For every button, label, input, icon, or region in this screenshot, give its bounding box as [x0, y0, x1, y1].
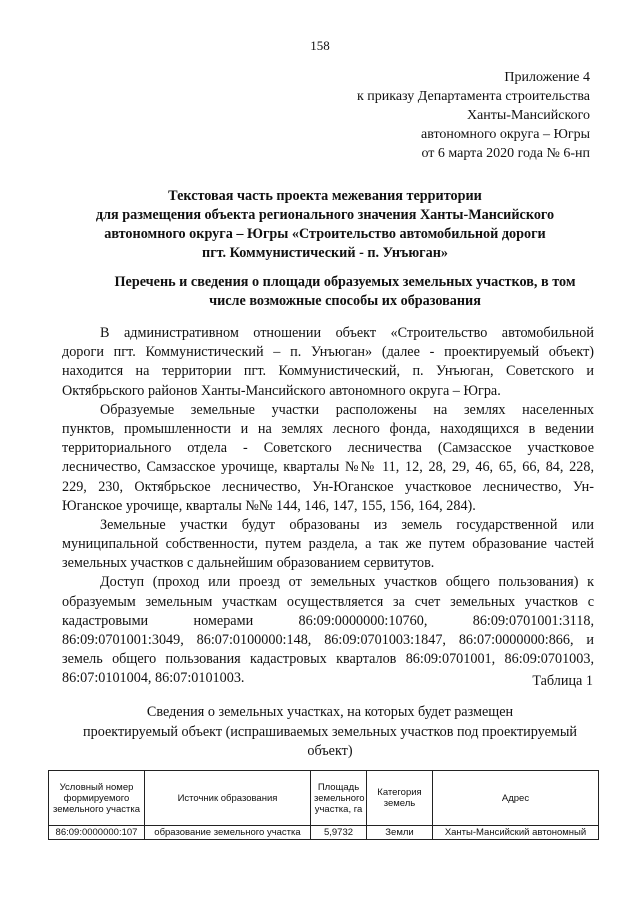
table-heading-line: Сведения о земельных участках, на которых будет размещен — [146, 704, 514, 720]
page-number: 158 — [310, 38, 330, 53]
table-cell: Ханты-Мансийский автономный — [433, 826, 599, 840]
table-cell: образование земельного участка — [145, 826, 311, 840]
paragraph-line: кадастровыми номерами 86:09:0000000:10760, 86:09:0701001:3118, — [62, 612, 594, 629]
appendix-line: к приказу Департамента строительства — [356, 89, 590, 104]
appendix-line: Ханты-Мансийского — [466, 108, 590, 123]
table-cell: Земли — [367, 826, 433, 840]
table-heading — [60, 703, 600, 762]
section-title-line: Перечень и сведения о площади образуемых земельных участков, в том — [114, 274, 576, 290]
column-header: Площадь земельного участка, га — [311, 771, 367, 826]
paragraph-line: пунктов, промышленности и на землях лесного фонда, находящихся в ведении — [62, 420, 594, 437]
appendix-line: Приложение 4 — [504, 70, 590, 85]
paragraph-line: территориального отдела - Советского лесничества (Самзасское участковое — [62, 440, 594, 457]
appendix-block — [290, 68, 590, 163]
paragraph-line: земельных участков с дальнейшим образованием сервитутов. — [62, 555, 435, 572]
paragraph-line: 86:09:0701001:3049, 86:07:0100000:148, 86:09:0701003:1847, 86:07:0000000:866, и — [62, 632, 594, 648]
table-caption: Таблица 1 — [532, 673, 593, 689]
title-line: автономного округа – Югры «Строительство автомобильной дороги — [104, 226, 546, 242]
column-header: Категория земель — [367, 771, 433, 826]
table-heading-line: объект) — [307, 743, 353, 759]
paragraph-line: земель общего пользования кадастровых кварталов 86:09:0701001, 86:09:0701003, — [62, 651, 594, 668]
paragraph-line: находится на территории пгт. Коммунистический, п. Унъюган, Советского и — [62, 363, 594, 380]
appendix-line: от 6 марта 2020 года № 6-нп — [421, 146, 590, 161]
document-title — [60, 187, 590, 263]
paragraph-line: муниципальной собственности, путем раздела, а так же путем образование частей — [62, 536, 594, 553]
section-title — [85, 273, 605, 311]
body-text — [62, 324, 594, 689]
paragraph-line: Октябрьского районов Ханты-Мансийского автономного округа – Югра. — [62, 382, 501, 399]
table-cell: 86:09:0000000:107 — [49, 826, 145, 840]
table-header-row — [49, 771, 599, 826]
column-header: Источник образования — [145, 771, 311, 826]
paragraph-line: В административном отношении объект «Строительство автомобильной — [100, 325, 594, 341]
paragraph-line: Доступ (проход или проезд от земельных участков общего пользования) к — [100, 574, 594, 591]
appendix-line: автономного округа – Югры — [421, 127, 590, 142]
paragraph-line: 86:07:0101004, 86:07:0101003. — [62, 670, 245, 687]
section-title-line: числе возможные способы их образования — [209, 293, 481, 309]
paragraph-line: лесничество, Самзасское урочище, кварталы №№ 11, 12, 28, 29, 46, 65, 66, 84, 228, — [62, 459, 594, 476]
column-header: Адрес — [433, 771, 599, 826]
column-header: Условный номер формируемого земельного участка — [49, 771, 145, 826]
table-heading-line: проектируемый объект (испрашиваемых земельных участков под проектируемый — [83, 723, 577, 740]
paragraph-line: Земельные участки будут образованы из земель государственной или — [100, 516, 594, 533]
paragraph-line: Юганское урочище, кварталы №№ 144, 146, 147, 155, 156, 164, 284). — [62, 497, 476, 514]
paragraph-line: дороги пгт. Коммунистический – п. Унъюган» (далее - проектируемый объект) — [62, 344, 594, 361]
title-line: пгт. Коммунистический - п. Унъюган» — [202, 245, 448, 261]
table-cell: 5,9732 — [311, 826, 367, 840]
title-line: Текстовая часть проекта межевания территории — [168, 188, 482, 204]
paragraph-line: 229, 230, Октябрьское лесничество, Ун-Юганское участковое лесничество, Ун- — [62, 478, 594, 495]
title-line: для размещения объекта регионального значения Ханты-Мансийского — [95, 207, 555, 223]
land-parcels-table — [48, 770, 599, 840]
paragraph-line: образуемым земельным участкам осуществляется за счет земельных участков с — [62, 593, 594, 610]
paragraph-line: Образуемые земельные участки расположены на землях населенных — [100, 401, 594, 418]
table-row — [49, 826, 599, 840]
